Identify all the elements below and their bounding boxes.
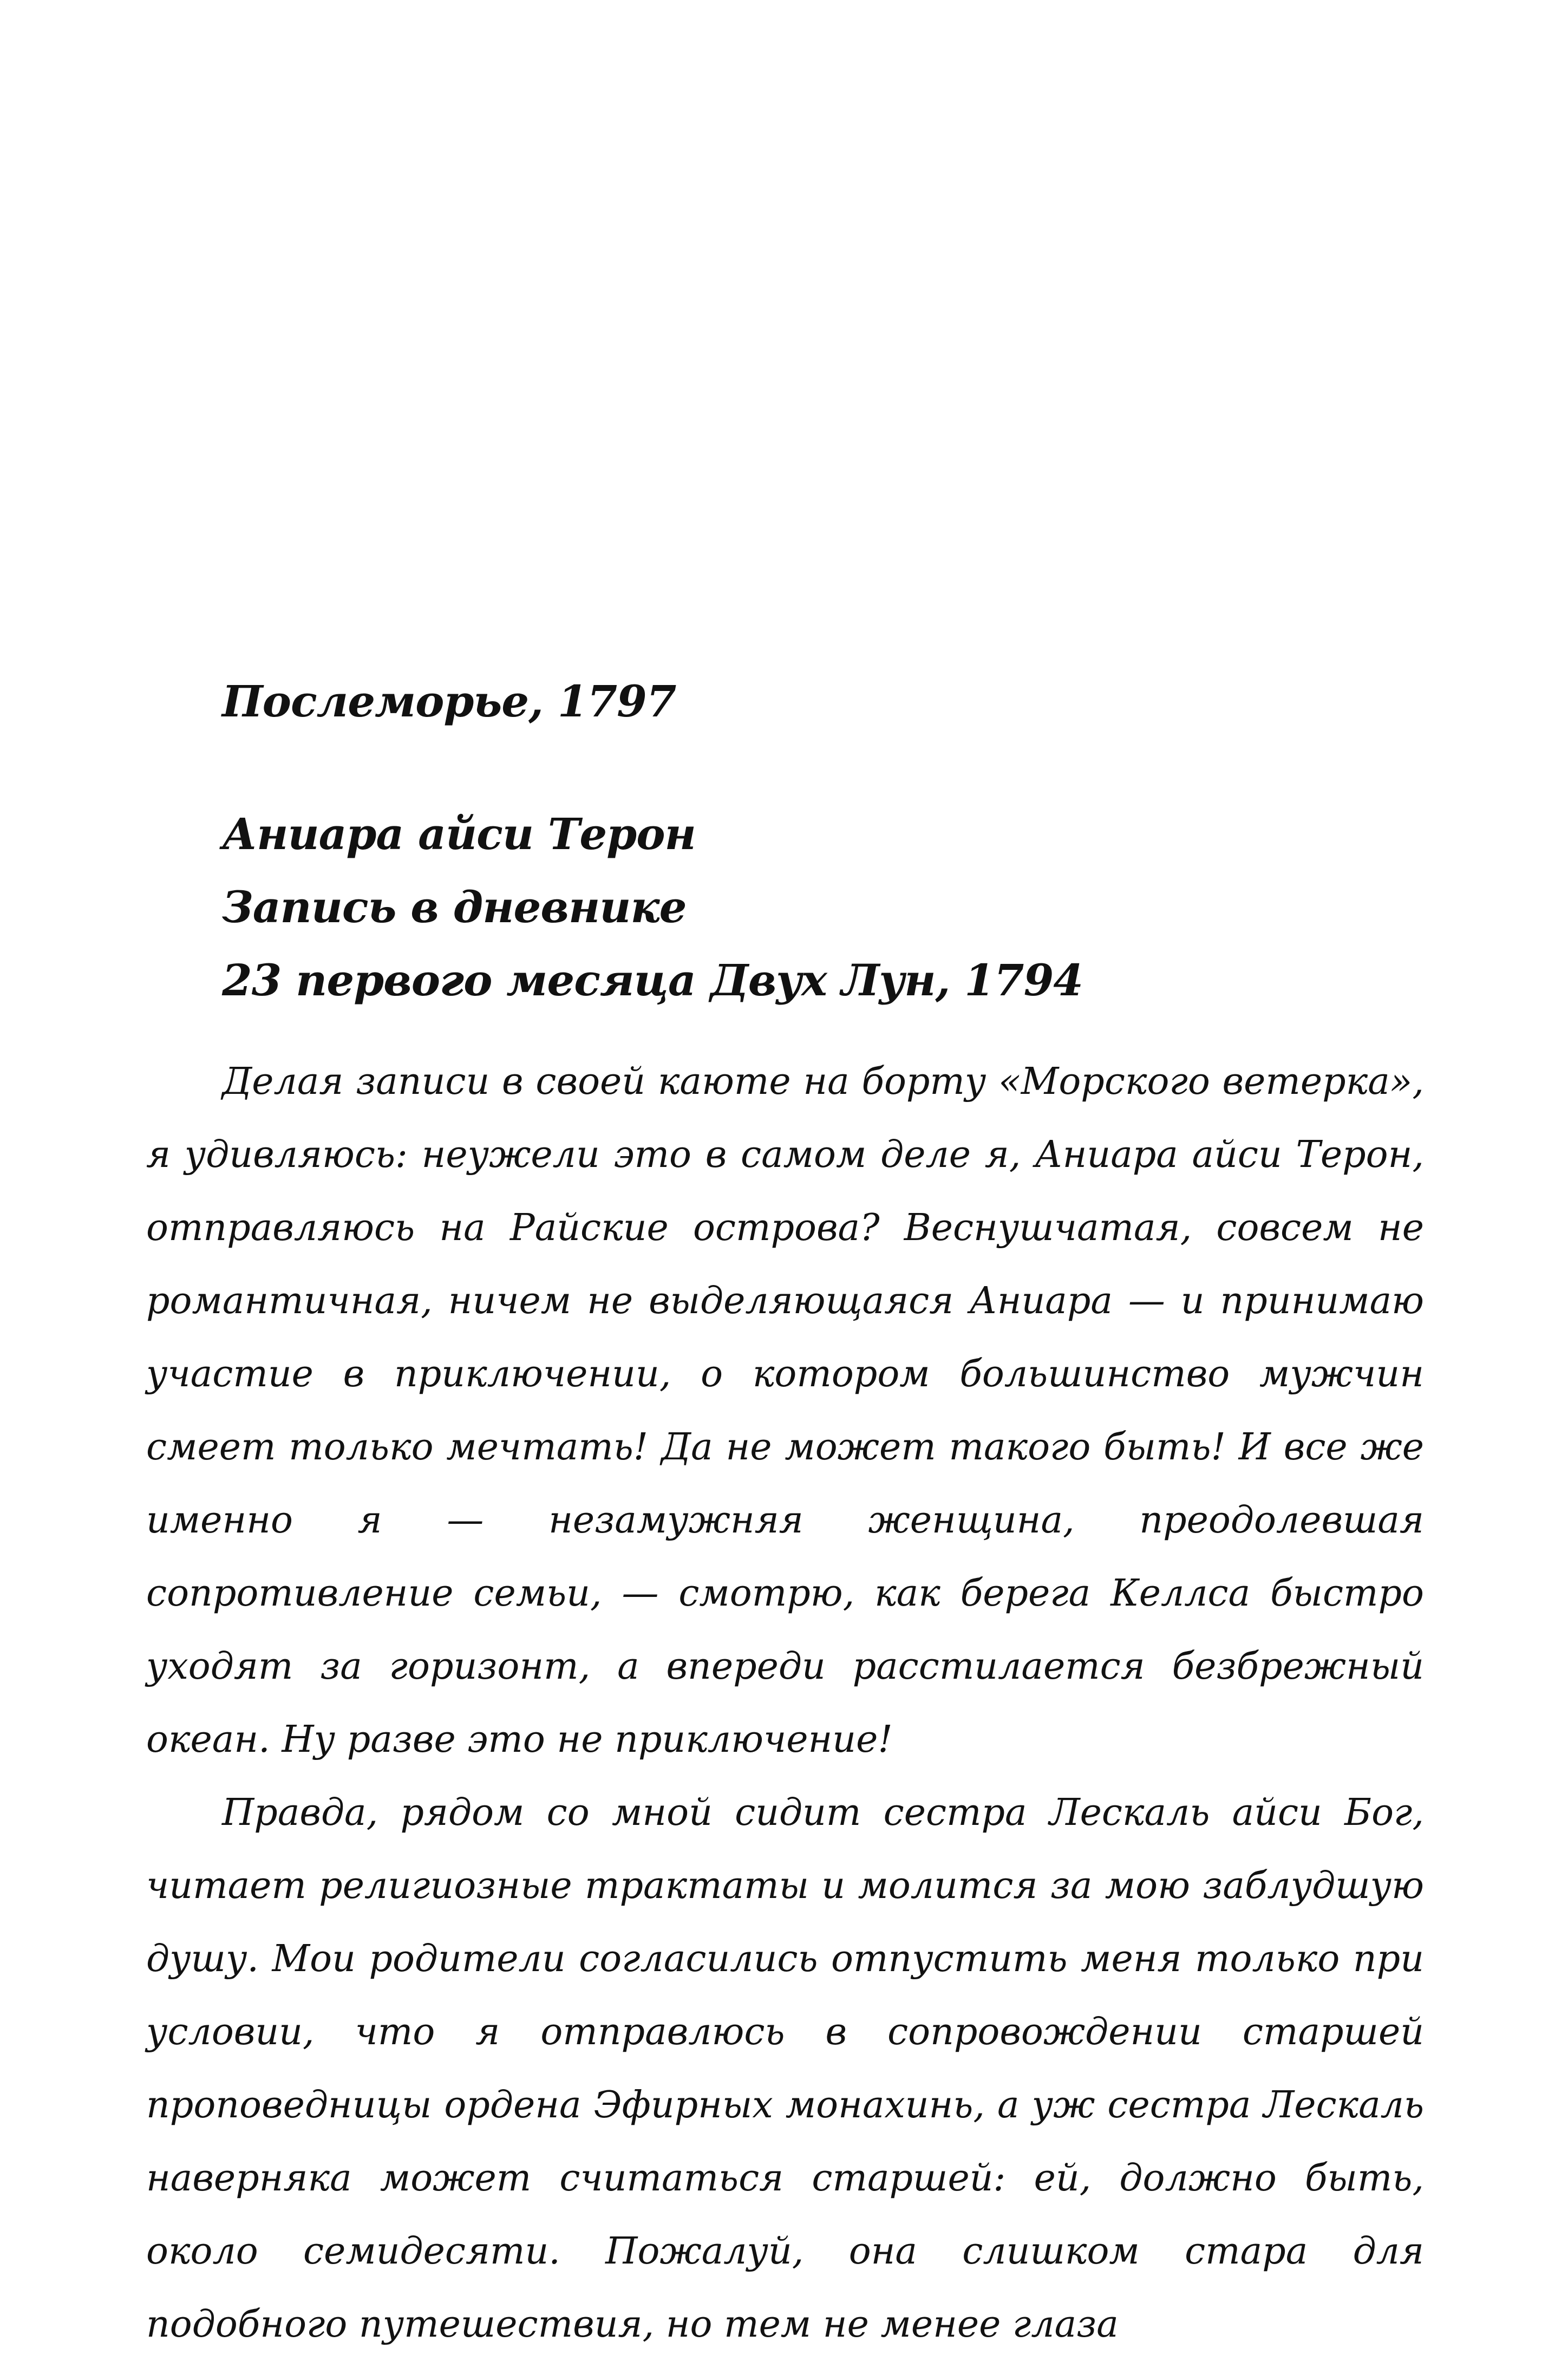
diary-body (146, 1045, 1424, 2361)
diary-entry-header (222, 808, 1413, 1032)
paragraph-1: Делая записи в своей каюте на борту «Морского ветерка», я удивляюсь: неужели это в самом деле я, Аниара айси Терон, отправляюсь на Райские острова? Веснушчатая, совсем не романтичная, ничем не выделяющаяся Аниара — и принимаю участие в приключении, о котором большинство мужчин смеет только мечтать! Да не может такого быть! И все же именно я — незамужняя женщина, преодолевшая сопротивление семьи, — смотрю, как берега Келлса быстро уходят за горизонт, а впереди расстилается безбрежный океан. Ну разве это не приключение! (146, 1060, 1424, 1761)
entry-date: 23 первого месяца Двух Лун, 1794 (222, 955, 1083, 1006)
entry-title: Запись в дневнике (222, 882, 687, 932)
place-date: Послеморье, 1797 (222, 676, 676, 727)
paragraph-2: Правда, рядом со мной сидит сестра Лескаль айси Бог, читает религиозные трактаты и молится за мою заблудшую душу. Мои родители согласились отпустить меня только при условии, что я отправлюсь в сопровождении старшей проповедницы ордена Эфирных монахинь, а уж сестра Лескаль наверняка может считаться старшей: ей, должно быть, около семидесяти. Пожалуй, она слишком стара для подобного путешествия, но тем не менее глаза (146, 1791, 1424, 2346)
place-date-heading (222, 676, 1413, 727)
entry-author: Аниара айси Терон (222, 808, 696, 859)
